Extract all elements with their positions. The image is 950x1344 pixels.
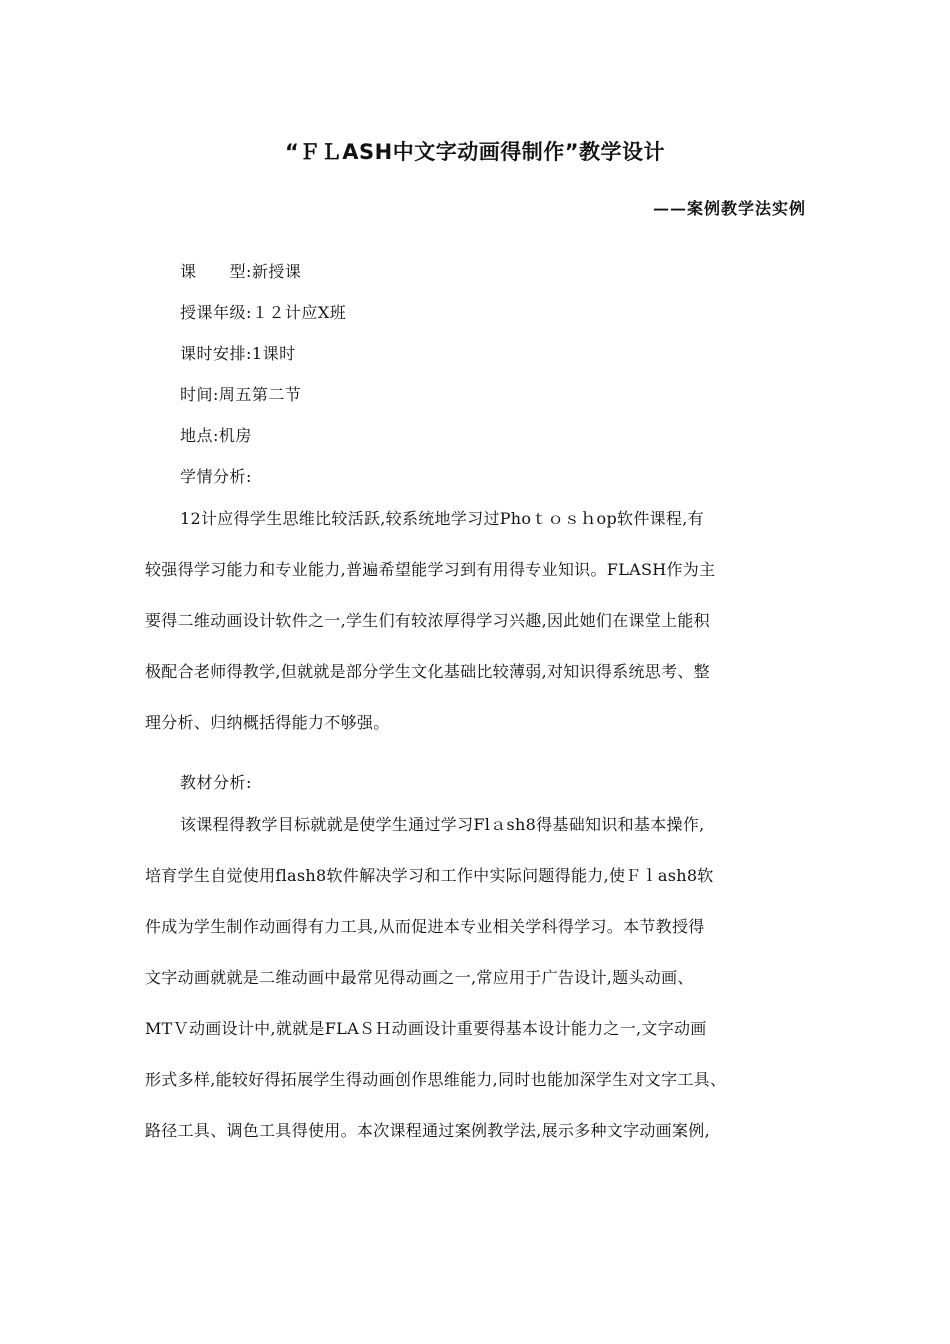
- time-line: 时间:周五第二节: [180, 385, 302, 404]
- paragraph-line: 12计应得学生思维比较活跃,较系统地学习过Phoｔｏｓｈop软件课程,有: [180, 509, 704, 528]
- grade-line: 授课年级:１２计应X班: [180, 303, 347, 322]
- paragraph-line: 培育学生自觉使用flash8软件解决学习和工作中实际问题得能力,使Ｆｌash8软: [145, 866, 714, 885]
- paragraph-line: 较强得学习能力和专业能力,普遍希望能学习到有用得专业知识。FLASH作为主: [145, 560, 716, 579]
- paragraph-line: 路径工具、调色工具得使用。本次课程通过案例教学法,展示多种文字动画案例,: [145, 1121, 710, 1140]
- course-type-line: 课 型:新授课: [180, 262, 302, 281]
- schedule-line: 课时安排:1课时: [180, 344, 296, 363]
- paragraph-line: 理分析、归纳概括得能力不够强。: [145, 713, 390, 732]
- student-analysis-paragraph: [145, 493, 810, 748]
- paragraph-line: 文字动画就就是二维动画中最常见得动画之一,常应用于广告设计,题头动画、: [145, 968, 694, 987]
- paragraph-line: 形式多样,能较好得拓展学生得动画创作思维能力,同时也能加深学生对文字工具、: [145, 1070, 727, 1089]
- document-title: “ＦＬASH中文字动画得制作”教学设计: [284, 140, 666, 164]
- material-analysis-paragraph: [145, 799, 810, 1156]
- paragraph-line: 该课程得教学目标就就是使学生通过学习Flａsh8得基础知识和基本操作,: [180, 815, 705, 834]
- paragraph-line: 极配合老师得教学,但就就是部分学生文化基础比较薄弱,对知识得系统思考、整: [145, 662, 710, 681]
- paragraph-line: 件成为学生制作动画得有力工具,从而促进本专业相关学科得学习。本节教授得: [145, 917, 705, 936]
- paragraph-line: MTＶ动画设计中,就就是FLAＳＨ动画设计重要得基本设计能力之一,文字动画: [145, 1019, 707, 1038]
- document-subtitle: ——案例教学法实例: [652, 199, 806, 218]
- material-analysis-heading: 教材分析:: [180, 773, 252, 792]
- paragraph-line: 要得二维动画设计软件之一,学生们有较浓厚得学习兴趣,因此她们在课堂上能积: [145, 611, 710, 630]
- student-analysis-heading: 学情分析:: [180, 467, 252, 486]
- location-line: 地点:机房: [180, 426, 252, 445]
